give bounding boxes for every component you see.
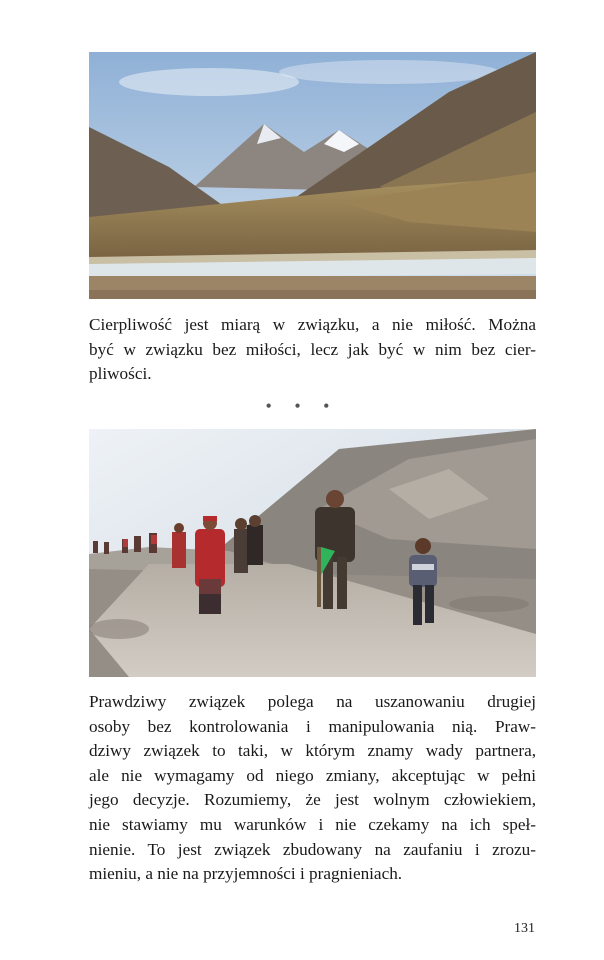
page-number: 131 [514, 921, 535, 936]
text-line: pliwości. [89, 364, 152, 384]
text-line: być w związku bez miłości, lecz jak być w nim bez cier- [89, 339, 536, 359]
paragraph-patience [89, 313, 536, 387]
section-separator: • • • [265, 396, 339, 416]
text-line: dziwy związek to taki, w którym znamy wady partnera, [89, 741, 536, 761]
text-line: Prawdziwy związek polega na uszanowaniu drugiej [89, 692, 536, 711]
text-line: ale nie wymagamy od niego zmiany, akceptując w pełni [89, 765, 536, 785]
text-line: jego decyzje. Rozumiemy, że jest wolnym człowiekiem, [89, 790, 536, 810]
paragraph-true-relationship [89, 690, 536, 887]
text-line: mieniu, a nie na przyjemności i pragnieniach. [89, 864, 403, 884]
text-line: osoby bez kontrolowania i manipulowania nią. Praw- [89, 716, 536, 736]
text-line: nie stawiamy mu warunków i nie czekamy na ich speł- [89, 814, 536, 834]
text-line: Cierpliwość jest miarą w związku, a nie miłość. Można [89, 315, 536, 334]
mountain-valley-photo [89, 52, 536, 299]
pilgrims-walking-road-photo [89, 429, 536, 677]
text-line: nienie. To jest związek zbudowany na zaufaniu i zrozu- [89, 839, 536, 859]
